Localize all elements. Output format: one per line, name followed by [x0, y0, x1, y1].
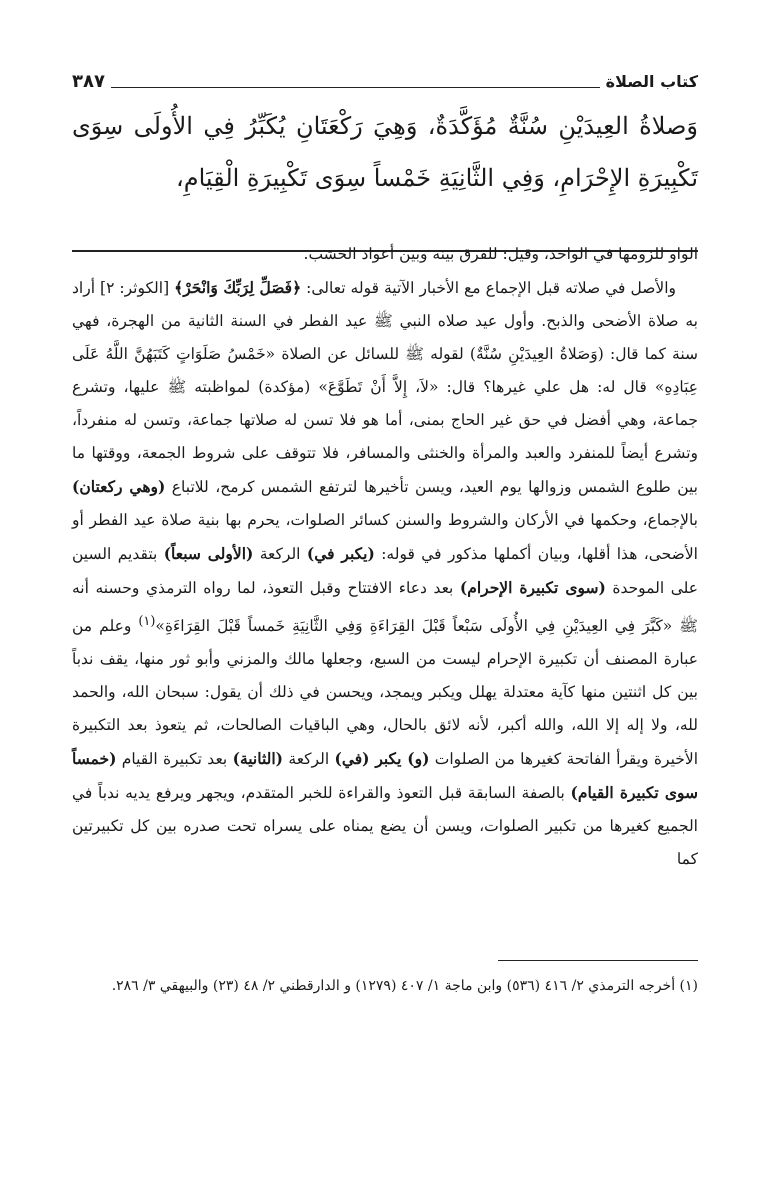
- matn-quote: (يكبر في): [306, 544, 375, 563]
- footnote-text: (١) أخرجه الترمذي ٢/ ٤١٦ (٥٣٦) وابن ماجة ١/ ٤٠٧ (١٢٧٩) و الدارقطني ٢/ ٤٨ (٢٣) والبيهقي ٣/ ٢٨٦.: [111, 978, 698, 994]
- matn-text: وَصلاةُ العِيدَيْنِ سُنَّةٌ مُؤَكَّدَةٌ، وَهِيَ رَكْعَتَانِ يُكَبِّرُ فِي الأُولَى سِوَى تَكْبِيرَةِ الإِحْرَامِ، وَفِي الثَّانِيَةِ خَمْساً سِوَى تَكْبِيرَةِ الْقِيَامِ،: [72, 112, 698, 192]
- text-run: والأصل في صلاته قبل الإجماع مع الأخبار الآتية قوله تعالى:: [301, 279, 676, 297]
- text-run: بالصفة السابقة قبل التعوذ والقراءة للخبر المتقدم، ويجهر ويرفع يديه ندباً في الجميع كغيرها من تكبير الصلوات، ويسن أن يضع يمناه على يسراه تحت صدره بين كل تكبيرتين كما: [72, 784, 698, 869]
- commentary-paragraph-2: [72, 271, 698, 876]
- matn-block: [72, 100, 698, 204]
- text-run: بعد دعاء الافتتاح وقبل التعوذ، لما رواه الترمذي وحسنه أنه ﷺ «كَبَّرَ فِي العِيدَيْنِ فِي الأُولَى سَبْعاً قَبْلَ القِرَاءَةِ وَفِي الثَّانِيَةِ خَمساً قَبْلَ القِرَاءَةِ»: [72, 579, 699, 636]
- matn-quote: (الثانية): [232, 749, 284, 769]
- matn-quote: (سوى تكبيرة الإحرام): [459, 578, 606, 597]
- page-number: ٣٨٧: [72, 71, 105, 92]
- matn-quote: (و) يكبر (في): [334, 749, 430, 769]
- footnote-reference[interactable]: (١): [138, 614, 156, 629]
- text-run: وعلم من عبارة المصنف أن تكبيرة الإحرام ليست من السبع، وجعلها مالك والمزني وأبو ثور منها، يقف ندباً بين كل اثنتين منها كآية معتدلة يهلل ويكبر ويمجد، ويحسن في ذلك أن يقول: سبحان الله، والحمد لله، ولا إله إلا الله، والله أكبر، لأنه لائق بالحال، وهي الباقيات الصالحات، ثم يتعوذ بعد التكبيرة الأخيرة ويقرأ الفاتحة كغيرها من الصلوات: [72, 617, 699, 769]
- book-page: [72, 52, 698, 1152]
- text-run: بعد تكبيرة القيام: [116, 750, 233, 769]
- matn-quote: (خمساً سوى تكبيرة القيام): [72, 749, 698, 803]
- matn-quote: (وهي ركعتان): [72, 477, 166, 496]
- matn-quote: (الأولى سبعاً): [163, 544, 254, 563]
- header-rule: [111, 87, 600, 88]
- chapter-title: كتاب الصلاة: [605, 72, 698, 91]
- text-run: الركعة: [253, 545, 307, 563]
- commentary-paragraph-1: الواو للزومها في الواحد، وقيل: للفرق بينه وبين أعواد الخشب.: [303, 245, 698, 263]
- quran-verse: ﴿فَصَلِّ لِرَبِّكَ وَانْحَرْ﴾: [174, 278, 302, 297]
- running-header: [72, 66, 698, 92]
- text-run: بالإجماع، وحكمها في الأركان والشروط والسنن كسائر الصلوات، يحرم بها بنية صلاة عيد الفطر أو الأضحى، هذا أقلها، وبيان أكملها مذكور في قوله:: [72, 511, 698, 563]
- commentary-block: [72, 238, 698, 876]
- footnote-block: [72, 972, 698, 1000]
- footnote-separator: [498, 960, 698, 961]
- text-run: بتقديم السين على الموحدة: [72, 545, 698, 597]
- text-run: الركعة: [283, 750, 335, 769]
- text-run: [الكوثر: ٢] أراد به صلاة الأضحى والذبح. وأول عيد صلاه النبي ﷺ عيد الفطر في السنة الثانية من الهجرة، فهي سنة كما قال: (وَصَلاةُ العِيدَيْنِ سُنَّةٌ) لقوله ﷺ للسائل عن الصلاة «خَمْسُ صَلَوَاتٍ كَتَبَهُنَّ اللَّهُ عَلَى عِبَادِهِ» قال له: هل علي غيرها؟ قال: «لاَ، إِلاَّ أَنْ تَطَوَّعَ» (مؤكدة) لمواظبته ﷺ عليها، وتشرع جماعة، وهي أفضل في حق غير الحاج بمنى، أما هو فلا تسن له صلاتها جماعة، وتسن له منفرداً، وتشرع أيضاً للمنفرد والعبد والمرأة والخنثى والمسافر، فلا تتوقف على شروط الجمعة، ووقتها ما بين طلوع الشمس وزوالها يوم العيد، ويسن تأخيرها لترتفع الشمس كرمح، للاتباع: [72, 279, 698, 496]
